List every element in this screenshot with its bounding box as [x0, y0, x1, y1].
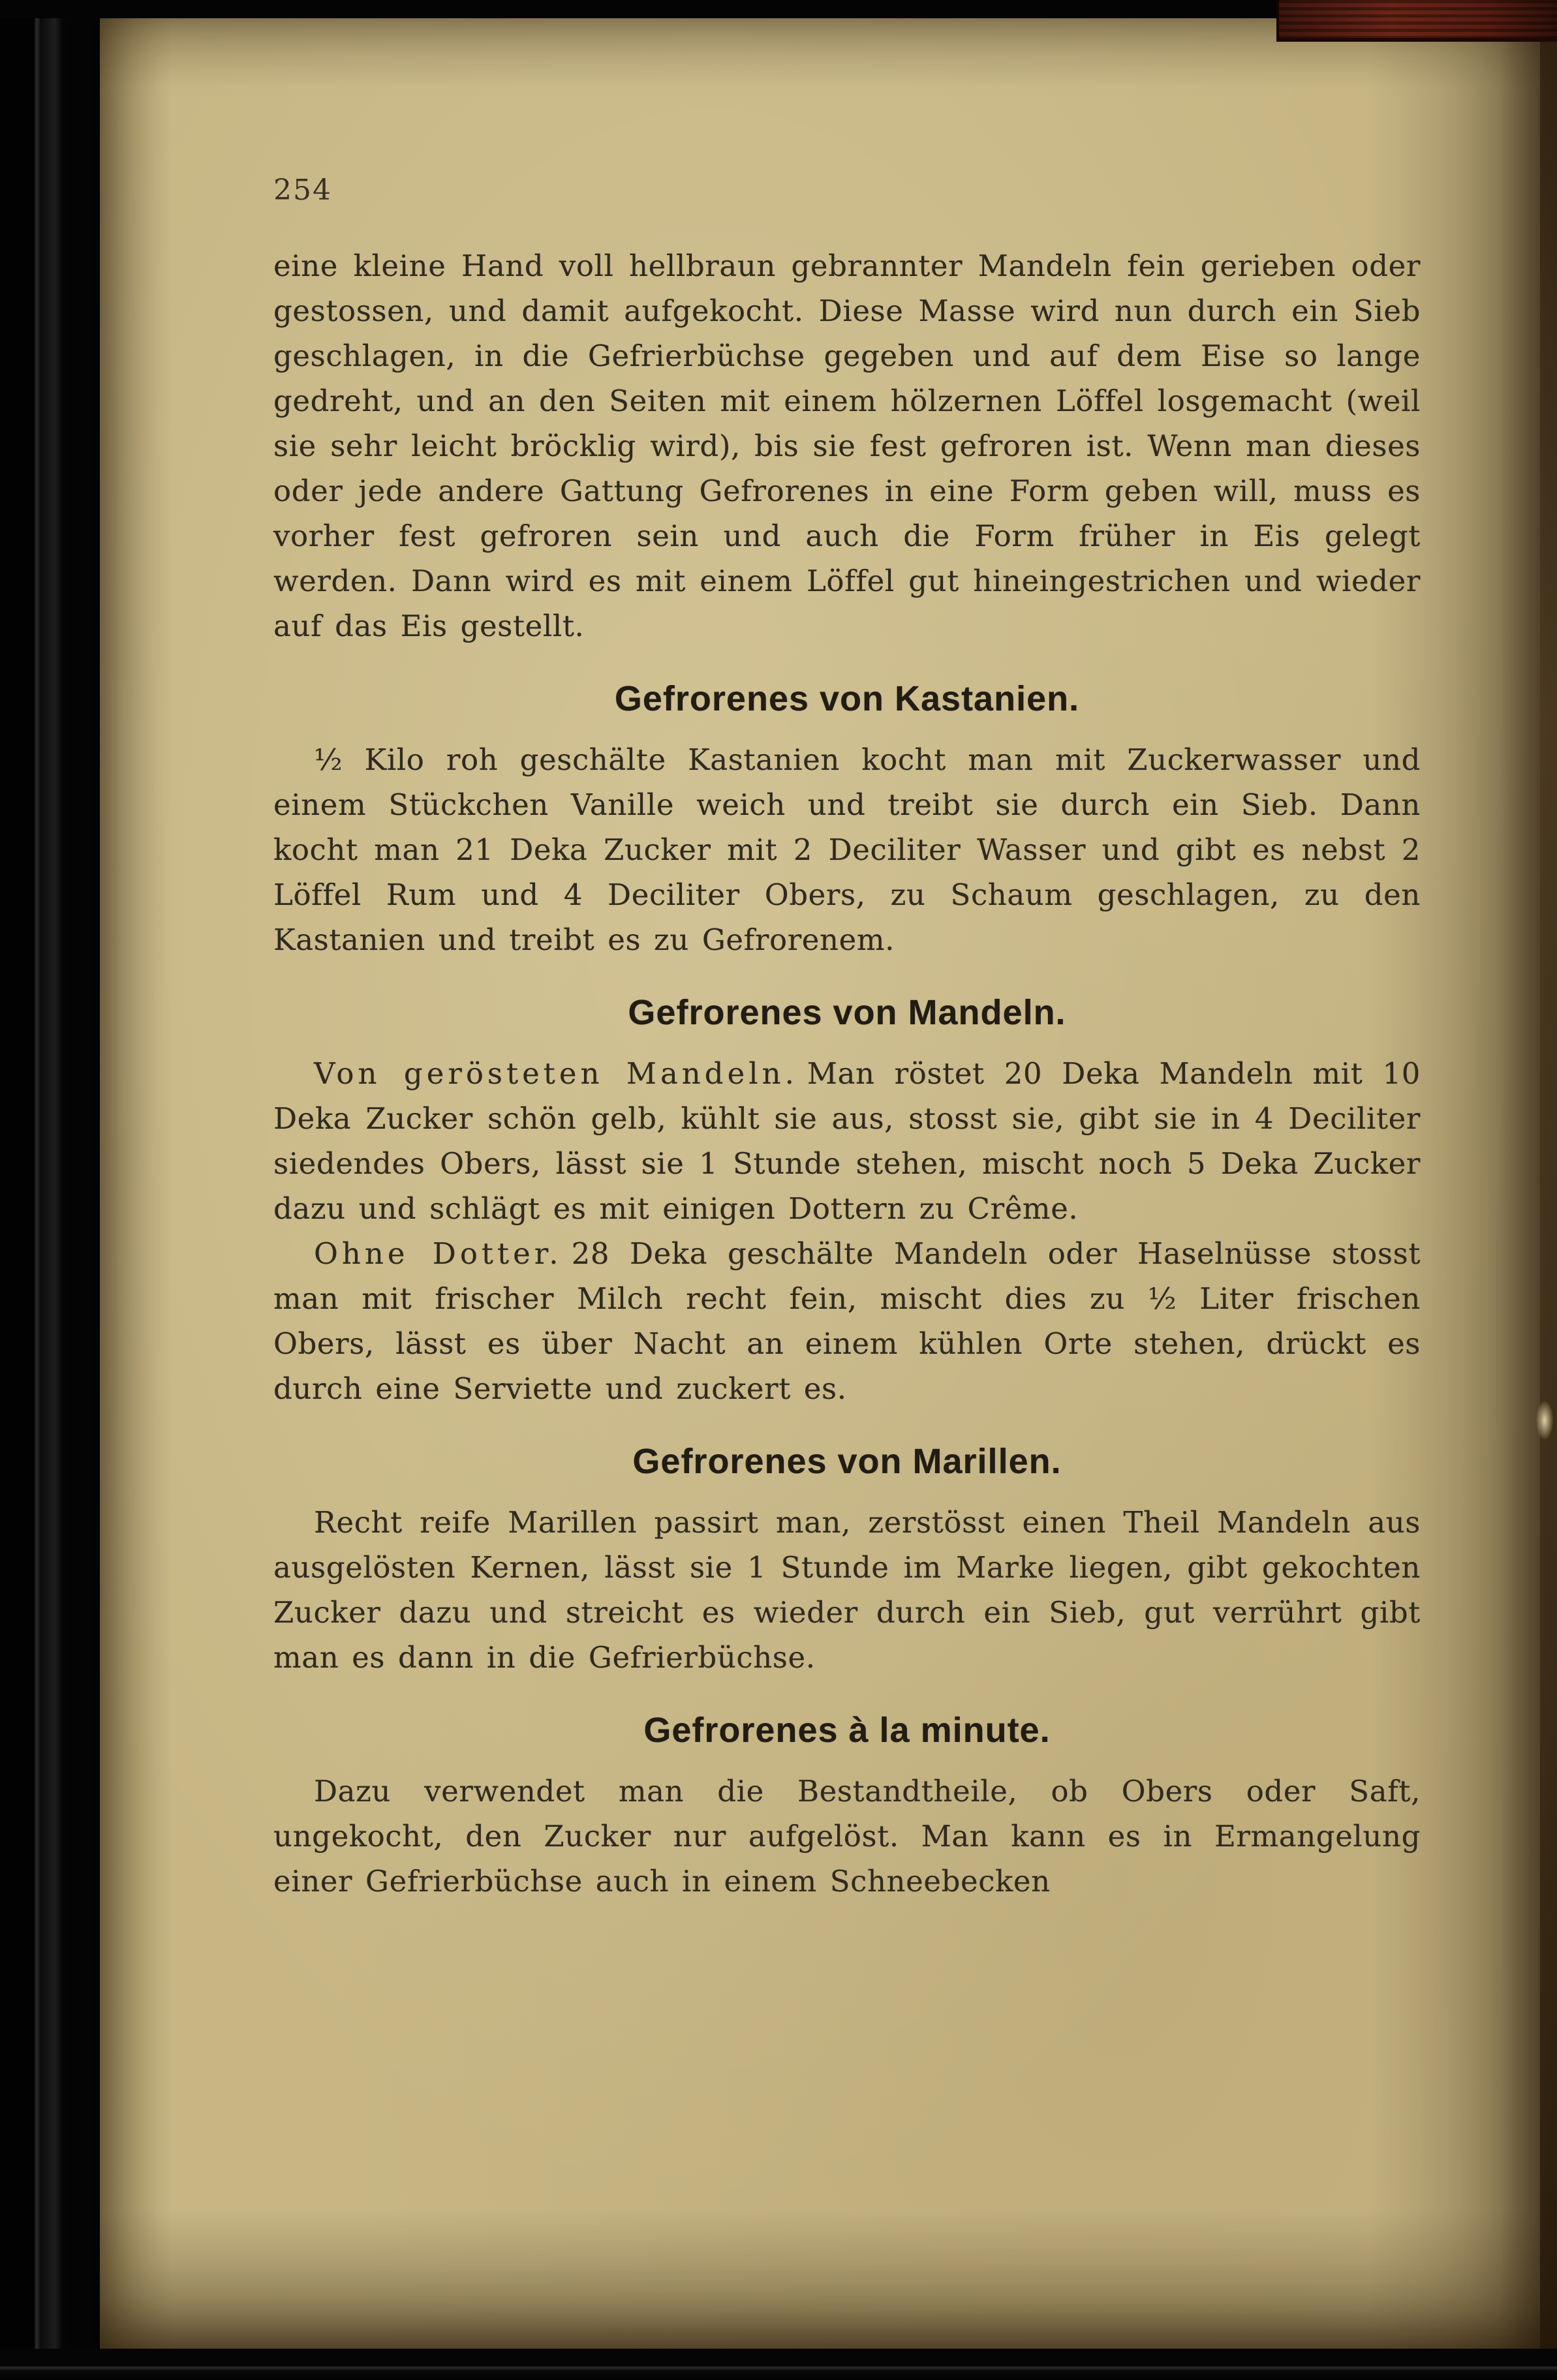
left-scan-gutter [0, 0, 100, 2380]
page-number: 254 [273, 174, 332, 207]
paragraph-text: Man röstet 20 Deka Mandeln mit 10 Deka Zucker schön gelb, kühlt sie aus, stosst sie, gibt sie in 4 Deciliter siedendes Obers, lässt sie 1 Stunde stehen, mischt noch 5 Deka Zucker dazu und schlägt es mit einigen Dottern zu Crême. [273, 1056, 1421, 1226]
paragraph-mandeln-1 [273, 1051, 1421, 1231]
section-heading-minute: Gefrorenes à la minute. [643, 1711, 1051, 1750]
paragraph-text: Recht reife Marillen passirt man, zerstösst einen Theil Mandeln aus ausgelösten Kernen, lässt sie 1 Stunde im Marke liegen, gibt gekochten Zucker dazu und streicht es wieder durch ein Sieb, gut verrührt gibt man es dann in die Gefrierbüchse. [273, 1505, 1421, 1675]
paragraph-mandeln-2 [273, 1231, 1421, 1411]
section-heading-mandeln: Gefrorenes von Mandeln. [628, 993, 1066, 1032]
paragraph-text: 28 Deka geschälte Mandeln oder Haselnüsse stosst man mit frischer Milch recht fein, mischt dies zu ½ Liter frischen Obers, lässt es über Nacht an einem kühlen Orte stehen, drückt es durch eine Serviette und zuckert es. [273, 1236, 1421, 1406]
bottom-scan-edge [0, 2349, 1557, 2380]
paragraph-text: ½ Kilo roh geschälte Kastanien kocht man mit Zuckerwasser und einem Stückchen Vanille weich und treibt sie durch ein Sieb. Dann kocht man 21 Deka Zucker mit 2 Deciliter Wasser und gibt es nebst 2 Löffel Rum und 4 Deciliter Obers, zu Schaum geschlagen, zu den Kastanien und treibt es zu Gefrorenem. [273, 742, 1421, 957]
scan-artifact [1536, 1401, 1553, 1439]
page-content [100, 18, 1557, 2349]
book-page [100, 18, 1557, 2349]
paragraph-minute [273, 1769, 1421, 1904]
paragraph-kastanien [273, 737, 1421, 962]
section-heading-kastanien: Gefrorenes von Kastanien. [614, 679, 1080, 718]
paragraph-text: Dazu verwendet man die Bestandtheile, ob Obers oder Saft, ungekocht, den Zucker nur aufgelöst. Man kann es in Ermangelung einer Gefrierbüchse auch in einem Schneebecken [273, 1774, 1421, 1899]
binding-fragment [1276, 0, 1557, 42]
paragraph-marillen [273, 1500, 1421, 1680]
book-spine-edge [1540, 18, 1557, 2349]
section-heading-marillen: Gefrorenes von Marillen. [632, 1442, 1062, 1481]
paragraph-lead: Ohne Dotter. [314, 1236, 563, 1271]
paragraph-lead: Von gerösteten Mandeln. [314, 1056, 798, 1091]
paragraph-intro: eine kleine Hand voll hellbraun gebrannter Mandeln fein gerieben oder gestossen, und damit aufgekocht. Diese Masse wird nun durch ein Sieb geschlagen, in die Gefrierbüchse gegeben und auf dem Eise so lange gedreht, und an den Seiten mit einem hölzernen Löffel losgemacht (weil sie sehr leicht bröcklig wird), bis sie fest gefroren ist. Wenn man dieses oder jede andere Gattung Gefrorenes in eine Form geben will, muss es vorher fest gefroren sein und auch die Form früher in Eis gelegt werden. Dann wird es mit einem Löffel gut hineingestrichen und wieder auf das Eis gestellt. [273, 249, 1421, 643]
